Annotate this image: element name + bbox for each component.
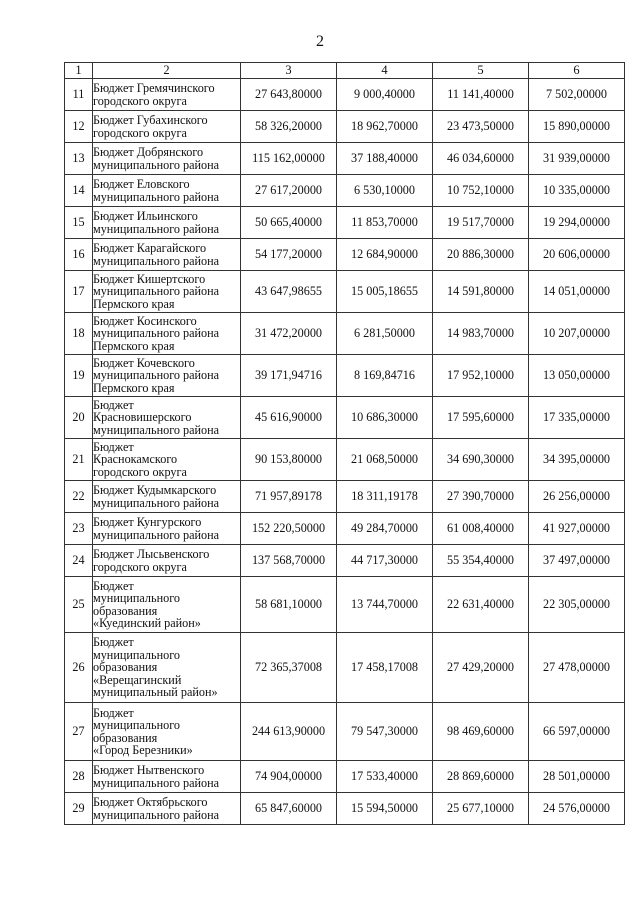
value-col-6: 19 294,00000 bbox=[529, 207, 625, 239]
value-col-3: 90 153,80000 bbox=[241, 439, 337, 481]
row-number: 17 bbox=[65, 271, 93, 313]
column-header: 6 bbox=[529, 63, 625, 79]
row-number: 22 bbox=[65, 481, 93, 513]
row-number: 28 bbox=[65, 761, 93, 793]
budget-name-text: Бюджет Добрянского муниципального района bbox=[93, 145, 220, 172]
value-col-6: 13 050,00000 bbox=[529, 355, 625, 397]
value-col-4: 13 744,70000 bbox=[337, 577, 433, 633]
value-col-6: 20 606,00000 bbox=[529, 239, 625, 271]
value-col-3: 58 326,20000 bbox=[241, 111, 337, 143]
budget-table bbox=[64, 62, 625, 825]
value-col-4: 15 005,18655 bbox=[337, 271, 433, 313]
table-row bbox=[65, 355, 625, 397]
value-col-5: 61 008,40000 bbox=[433, 513, 529, 545]
value-col-3: 27 643,80000 bbox=[241, 79, 337, 111]
value-col-5: 25 677,10000 bbox=[433, 793, 529, 825]
budget-name bbox=[93, 577, 241, 633]
budget-name bbox=[93, 79, 241, 111]
value-col-6: 28 501,00000 bbox=[529, 761, 625, 793]
budget-name bbox=[93, 207, 241, 239]
row-number: 23 bbox=[65, 513, 93, 545]
budget-name bbox=[93, 545, 241, 577]
value-col-3: 115 162,00000 bbox=[241, 143, 337, 175]
budget-name-text: Бюджет Кишертского муниципального района Пермского края bbox=[93, 271, 220, 311]
table-row bbox=[65, 111, 625, 143]
budget-name bbox=[93, 481, 241, 513]
value-col-3: 72 365,37008 bbox=[241, 633, 337, 703]
table-row bbox=[65, 313, 625, 355]
value-col-5: 17 595,60000 bbox=[433, 397, 529, 439]
budget-name bbox=[93, 397, 241, 439]
table-row bbox=[65, 703, 625, 761]
row-number: 12 bbox=[65, 111, 93, 143]
table-row bbox=[65, 513, 625, 545]
value-col-5: 46 034,60000 bbox=[433, 143, 529, 175]
budget-name-text: Бюджет Кочевского муниципального района Пермского края bbox=[93, 355, 220, 395]
value-col-6: 66 597,00000 bbox=[529, 703, 625, 761]
table-row bbox=[65, 79, 625, 111]
budget-name-text: Бюджет муниципального образования «Город Березники» bbox=[93, 705, 193, 757]
budget-name bbox=[93, 111, 241, 143]
value-col-4: 18 962,70000 bbox=[337, 111, 433, 143]
budget-name-text: Бюджет Кунгурского муниципального района bbox=[93, 515, 220, 542]
value-col-5: 22 631,40000 bbox=[433, 577, 529, 633]
value-col-4: 12 684,90000 bbox=[337, 239, 433, 271]
value-col-5: 10 752,10000 bbox=[433, 175, 529, 207]
budget-name-text: Бюджет Краснокамского городского округа bbox=[93, 439, 187, 479]
table-row bbox=[65, 207, 625, 239]
budget-name bbox=[93, 313, 241, 355]
value-col-6: 26 256,00000 bbox=[529, 481, 625, 513]
row-number: 20 bbox=[65, 397, 93, 439]
budget-name-text: Бюджет муниципального образования «Куединский район» bbox=[93, 578, 201, 630]
budget-name-text: Бюджет Лысьвенского городского округа bbox=[93, 547, 210, 574]
table-row bbox=[65, 175, 625, 207]
row-number: 25 bbox=[65, 577, 93, 633]
value-col-6: 10 207,00000 bbox=[529, 313, 625, 355]
value-col-3: 244 613,90000 bbox=[241, 703, 337, 761]
budget-name bbox=[93, 143, 241, 175]
value-col-3: 74 904,00000 bbox=[241, 761, 337, 793]
value-col-6: 31 939,00000 bbox=[529, 143, 625, 175]
value-col-5: 27 429,20000 bbox=[433, 633, 529, 703]
value-col-5: 19 517,70000 bbox=[433, 207, 529, 239]
table-row bbox=[65, 239, 625, 271]
value-col-5: 14 591,80000 bbox=[433, 271, 529, 313]
budget-name bbox=[93, 175, 241, 207]
budget-name bbox=[93, 793, 241, 825]
value-col-5: 34 690,30000 bbox=[433, 439, 529, 481]
value-col-3: 39 171,94716 bbox=[241, 355, 337, 397]
row-number: 19 bbox=[65, 355, 93, 397]
table-row bbox=[65, 577, 625, 633]
row-number: 16 bbox=[65, 239, 93, 271]
value-col-3: 31 472,20000 bbox=[241, 313, 337, 355]
row-number: 29 bbox=[65, 793, 93, 825]
value-col-6: 41 927,00000 bbox=[529, 513, 625, 545]
budget-name-text: Бюджет муниципального образования «Верещагинский муниципальный район» bbox=[93, 635, 218, 700]
row-number: 24 bbox=[65, 545, 93, 577]
value-col-3: 27 617,20000 bbox=[241, 175, 337, 207]
value-col-5: 14 983,70000 bbox=[433, 313, 529, 355]
table-row bbox=[65, 481, 625, 513]
value-col-6: 10 335,00000 bbox=[529, 175, 625, 207]
value-col-3: 54 177,20000 bbox=[241, 239, 337, 271]
budget-name bbox=[93, 271, 241, 313]
budget-name bbox=[93, 633, 241, 703]
table-row bbox=[65, 271, 625, 313]
value-col-4: 11 853,70000 bbox=[337, 207, 433, 239]
value-col-4: 44 717,30000 bbox=[337, 545, 433, 577]
value-col-5: 17 952,10000 bbox=[433, 355, 529, 397]
column-header: 5 bbox=[433, 63, 529, 79]
value-col-4: 17 458,17008 bbox=[337, 633, 433, 703]
row-number: 21 bbox=[65, 439, 93, 481]
row-number: 15 bbox=[65, 207, 93, 239]
value-col-3: 45 616,90000 bbox=[241, 397, 337, 439]
row-number: 14 bbox=[65, 175, 93, 207]
table-row bbox=[65, 633, 625, 703]
value-col-6: 14 051,00000 bbox=[529, 271, 625, 313]
column-header: 4 bbox=[337, 63, 433, 79]
budget-name-text: Бюджет Октябрьского муниципального района bbox=[93, 795, 220, 822]
value-col-3: 137 568,70000 bbox=[241, 545, 337, 577]
value-col-5: 98 469,60000 bbox=[433, 703, 529, 761]
value-col-3: 58 681,10000 bbox=[241, 577, 337, 633]
column-header: 1 bbox=[65, 63, 93, 79]
value-col-4: 10 686,30000 bbox=[337, 397, 433, 439]
value-col-6: 27 478,00000 bbox=[529, 633, 625, 703]
table-row bbox=[65, 545, 625, 577]
budget-name bbox=[93, 513, 241, 545]
value-col-6: 37 497,00000 bbox=[529, 545, 625, 577]
value-col-5: 11 141,40000 bbox=[433, 79, 529, 111]
value-col-4: 21 068,50000 bbox=[337, 439, 433, 481]
table-header-row bbox=[65, 63, 625, 79]
value-col-5: 23 473,50000 bbox=[433, 111, 529, 143]
value-col-4: 37 188,40000 bbox=[337, 143, 433, 175]
budget-name bbox=[93, 239, 241, 271]
budget-name bbox=[93, 439, 241, 481]
table-body bbox=[65, 79, 625, 825]
value-col-3: 71 957,89178 bbox=[241, 481, 337, 513]
value-col-3: 50 665,40000 bbox=[241, 207, 337, 239]
row-number: 26 bbox=[65, 633, 93, 703]
table-row bbox=[65, 761, 625, 793]
table-row bbox=[65, 793, 625, 825]
value-col-3: 43 647,98655 bbox=[241, 271, 337, 313]
value-col-4: 17 533,40000 bbox=[337, 761, 433, 793]
row-number: 11 bbox=[65, 79, 93, 111]
budget-name-text: Бюджет Ильинского муниципального района bbox=[93, 209, 220, 236]
budget-name bbox=[93, 355, 241, 397]
budget-name-text: Бюджет Косинского муниципального района Пермского края bbox=[93, 313, 220, 353]
row-number: 27 bbox=[65, 703, 93, 761]
value-col-4: 79 547,30000 bbox=[337, 703, 433, 761]
value-col-4: 9 000,40000 bbox=[337, 79, 433, 111]
budget-name-text: Бюджет Губахинского городского округа bbox=[93, 113, 208, 140]
value-col-3: 152 220,50000 bbox=[241, 513, 337, 545]
value-col-6: 7 502,00000 bbox=[529, 79, 625, 111]
value-col-4: 8 169,84716 bbox=[337, 355, 433, 397]
table-row bbox=[65, 397, 625, 439]
value-col-4: 6 281,50000 bbox=[337, 313, 433, 355]
row-number: 18 bbox=[65, 313, 93, 355]
value-col-6: 17 335,00000 bbox=[529, 397, 625, 439]
value-col-4: 6 530,10000 bbox=[337, 175, 433, 207]
table-row bbox=[65, 439, 625, 481]
value-col-5: 28 869,60000 bbox=[433, 761, 529, 793]
budget-name-text: Бюджет Кудымкарского муниципального района bbox=[93, 483, 220, 510]
row-number: 13 bbox=[65, 143, 93, 175]
value-col-6: 22 305,00000 bbox=[529, 577, 625, 633]
value-col-3: 65 847,60000 bbox=[241, 793, 337, 825]
value-col-5: 20 886,30000 bbox=[433, 239, 529, 271]
budget-name-text: Бюджет Карагайского муниципального района bbox=[93, 241, 220, 268]
value-col-4: 49 284,70000 bbox=[337, 513, 433, 545]
table-row bbox=[65, 143, 625, 175]
budget-name bbox=[93, 703, 241, 761]
value-col-6: 34 395,00000 bbox=[529, 439, 625, 481]
page-number: 2 bbox=[316, 33, 324, 50]
budget-name-text: Бюджет Красновишерского муниципального района bbox=[93, 397, 220, 437]
budget-name bbox=[93, 761, 241, 793]
value-col-6: 24 576,00000 bbox=[529, 793, 625, 825]
value-col-4: 15 594,50000 bbox=[337, 793, 433, 825]
column-header: 3 bbox=[241, 63, 337, 79]
budget-name-text: Бюджет Еловского муниципального района bbox=[93, 177, 220, 204]
value-col-4: 18 311,19178 bbox=[337, 481, 433, 513]
value-col-5: 27 390,70000 bbox=[433, 481, 529, 513]
column-header: 2 bbox=[93, 63, 241, 79]
budget-name-text: Бюджет Нытвенского муниципального района bbox=[93, 763, 220, 790]
budget-name-text: Бюджет Гремячинского городского округа bbox=[93, 81, 215, 108]
value-col-5: 55 354,40000 bbox=[433, 545, 529, 577]
value-col-6: 15 890,00000 bbox=[529, 111, 625, 143]
